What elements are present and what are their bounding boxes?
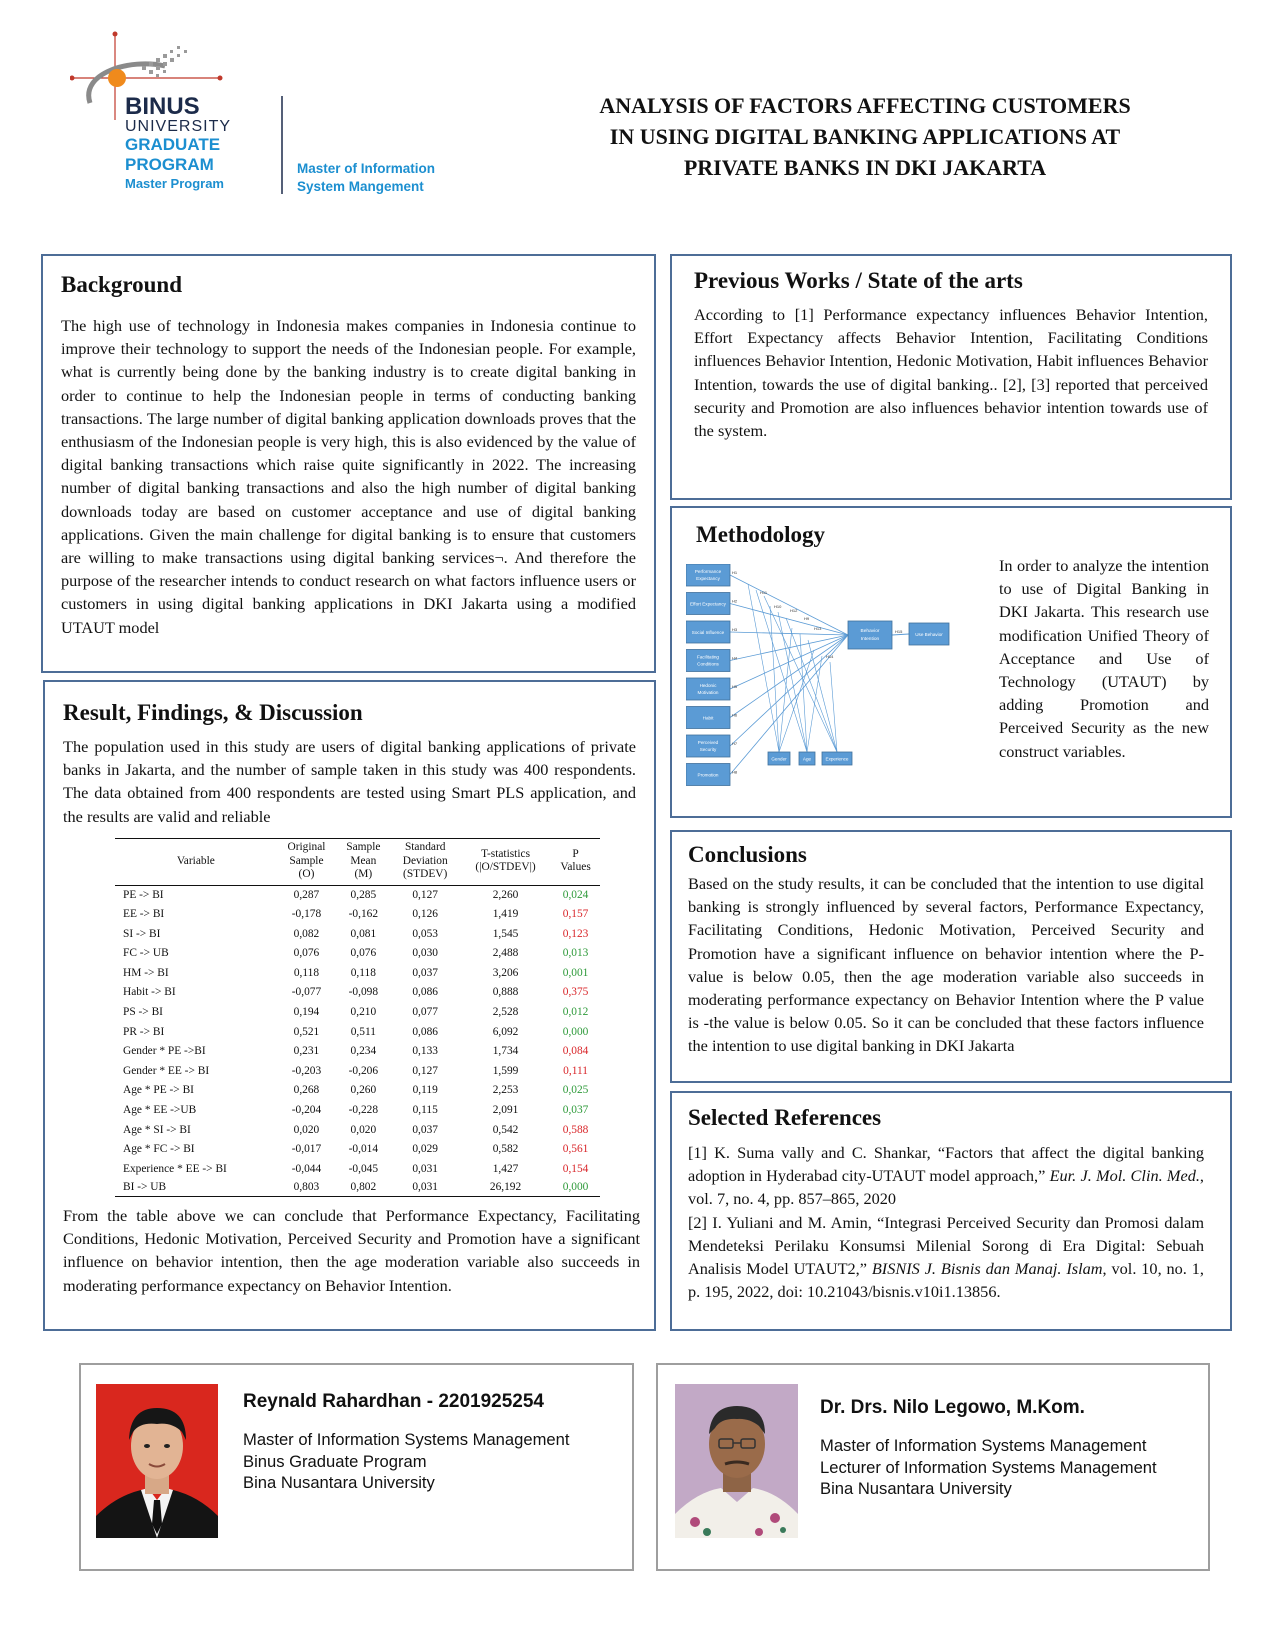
hypothesis-label: H3 [732, 627, 738, 632]
construct-label: Performance [694, 569, 722, 574]
previous-works-panel [670, 254, 1232, 500]
table-cell-o: -0,044 [291, 1162, 322, 1175]
construct-label: Social Influence [691, 630, 725, 635]
table-row [115, 983, 600, 1003]
table-cell-var: PR -> BI [123, 1025, 165, 1038]
table-cell-t: 0,542 [492, 1123, 519, 1136]
author-card-lecturer [656, 1363, 1210, 1571]
table-cell-p: 0,025 [562, 1084, 589, 1097]
table-cell-t: 1,419 [492, 908, 519, 921]
references-heading: Selected References [688, 1105, 882, 1130]
construct-label: Effort Expectancy [690, 601, 726, 607]
hypothesis-label: H5 [732, 684, 738, 689]
table-header-text: (M) [354, 868, 373, 880]
table-cell-o: 0,118 [293, 966, 320, 979]
references-panel [670, 1091, 1232, 1331]
table-cell-p: 0,561 [562, 1143, 589, 1156]
table-header-text: Sample [346, 841, 381, 853]
table-header-text: (O) [298, 868, 315, 880]
hypothesis-label: H13 [814, 626, 822, 631]
methodology-text: In order to analyze the intention to use of Digital Banking in DKI Jakarta. This research use modification Unified Theory of Acceptance and Use of Technology (UTAUT) by adding Promotion and Perceived Security as the new construct variables. [999, 556, 1209, 761]
table-cell-var: Gender * EE -> BI [123, 1064, 210, 1077]
table-cell-sd: 0,086 [412, 986, 438, 999]
hypothesis-label: H15 [895, 629, 903, 634]
table-cell-m: -0,228 [348, 1104, 379, 1117]
table-header-cell [277, 839, 337, 886]
hypothesis-label: H9 [804, 616, 810, 621]
moderator-label: Age [802, 756, 812, 762]
table-row [115, 905, 600, 925]
table-cell-t: 2,260 [492, 888, 519, 901]
author-card-student [79, 1363, 634, 1571]
moderator-line [748, 584, 779, 752]
table-cell-p: 0,000 [562, 1025, 589, 1038]
table-cell-t: 6,092 [492, 1025, 519, 1038]
logo-binus-text: BINUS [125, 93, 200, 120]
table-header-text: Standard [404, 841, 446, 853]
table-cell-t: 0,582 [492, 1143, 519, 1156]
table-cell-m: -0,045 [348, 1162, 379, 1175]
table-header-text: T-statistics [481, 847, 531, 860]
table-cell-o: -0,017 [291, 1143, 322, 1156]
construct-label: Habit [702, 715, 714, 721]
table-cell-var: FC -> UB [123, 947, 169, 960]
reference-2 [688, 1211, 1204, 1304]
table-header-text: (STDEV) [403, 868, 448, 880]
results-intro-text: The population used in this study are users of digital banking applications of private banks in Jakarta, and the number of sample taken in this study was 400 respondents. The data obtained from 400 respondents are tested using Smart PLS application, and the results are valid and reliable [63, 737, 636, 826]
results-conclusion-text: From the table above we can conclude that Performance Expectancy, Facilitating Conditions, Hedonic Motivation, Perceived Security and Promotion have a significant influence on behavior intention, then the age moderation variable also succeeds in moderating performance expectancy on Behavior Intention. [63, 1206, 640, 1295]
methodology-panel [670, 506, 1232, 818]
table-cell-sd: 0,053 [412, 927, 438, 940]
hypothesis-label: H7 [732, 741, 738, 746]
table-row [115, 1023, 600, 1043]
hypothesis-label: H4 [732, 655, 738, 661]
table-cell-o: -0,203 [291, 1064, 322, 1077]
table-cell-m: 0,260 [350, 1084, 377, 1097]
table-cell-o: 0,020 [293, 1123, 320, 1136]
table-cell-o: -0,077 [291, 986, 322, 999]
conclusions-text: Based on the study results, it can be concluded that the intention to use digital banking is strongly influenced by several factors, Performance Expectancy, Facilitating Conditions, Hedonic Motivation, Perceived Security and Promotion have a significant influence on behavior intention where the P-value is below 0.05, then the age moderation variable also succeeds in moderating performance expectancy on Behavior Intention where the P value is -the value is below 0.05. So it can be concluded that these factors influence the intention to use digital banking in DKI Jakarta [688, 874, 1204, 1056]
table-cell-sd: 0,086 [412, 1025, 438, 1038]
table-header-cell [460, 839, 551, 886]
results-panel [43, 680, 656, 1331]
table-cell-m: 0,076 [350, 947, 377, 960]
table-cell-p: 0,024 [562, 888, 589, 901]
table-cell-m: 0,234 [350, 1045, 377, 1058]
author-info-student [243, 1391, 569, 1494]
reference-2-journal: BISNIS J. Bisnis dan Manaj. Islam [871, 1259, 1103, 1279]
research-model-diagram [686, 564, 971, 814]
table-cell-var: Age * SI -> BI [123, 1123, 191, 1136]
table-cell-p: 0,123 [562, 927, 589, 940]
logo-master-program-text: Master Program [125, 176, 224, 191]
author-affiliation-line2: Binus Graduate Program [243, 1451, 427, 1471]
table-cell-o: 0,268 [293, 1084, 320, 1097]
moderator-line [786, 618, 837, 752]
table-row [115, 1081, 600, 1101]
author-affiliation-line1: Master of Information Systems Management [820, 1436, 1147, 1455]
table-cell-sd: 0,077 [412, 1006, 438, 1019]
background-text: The high use of technology in Indonesia makes companies in Indonesia continue to improve their technology to support the needs of the Indonesian people. For example, what is currently being done by the banking industry is to create digital banking in order to continue to help the Indonesian people in terms of conducting banking transactions. The large number of digital banking application downloads proves that the enthusiasm of the Indonesian people is very high, this is also evidenced by the value of digital banking transactions which raise quite significantly in 2022. The increasing number of digital banking transactions and also the high number of digital banking downloads today are based on customer acceptance and use of digital banking applications. Given the main challenge for digital banking is to ensure that customers are willing to make transactions using digital banking services¬. And therefore the purpose of the researcher intends to conduct research on what factors influence users or customers in using digital banking applications in DKI Jakarta using a modified UTAUT model [61, 316, 636, 637]
table-cell-p: 0,111 [563, 1064, 588, 1077]
reference-1 [688, 1141, 1204, 1211]
program-name-line2: System Mangement [297, 179, 424, 194]
behavior-intention-label: Intention [860, 637, 880, 642]
use-behavior-label: Use Behavior [915, 632, 943, 637]
table-row [115, 885, 600, 905]
table-cell-p: 0,000 [551, 1179, 600, 1197]
construct-label: Conditions [697, 661, 719, 667]
table-header-cell [390, 839, 459, 886]
table-cell-o: 0,194 [293, 1006, 320, 1019]
table-cell-sd: 0,119 [412, 1084, 438, 1097]
path-arrow [730, 635, 848, 746]
table-body [115, 885, 600, 1197]
construct-label: Facilitating [697, 654, 719, 660]
table-cell-o: 0,076 [293, 947, 320, 960]
hypothesis-label: H10 [774, 604, 782, 609]
poster-title: ANALYSIS OF FACTORS AFFECTING CUSTOMERS IN USING DIGITAL BANKING APPLICATIONS AT PRIVATE BANKS IN DKI JAKARTA [599, 93, 1131, 180]
table-cell-var: HM -> BI [123, 966, 169, 979]
table-cell-m: -0,162 [348, 908, 379, 921]
table-row [115, 1062, 600, 1082]
reference-2-text: [2] I. Yuliani and M. Amin, “Integrasi Perceived Security dan Promosi dalam Mendeteksi Perilaku Konsumsi Milenial Sorong di Era Digital: Sebuah Analisis Model UTAUT2,” [688, 1212, 1204, 1279]
table-cell-m: -0,206 [348, 1064, 379, 1077]
author-name-student: Reynald Rahardhan - 2201925254 [243, 1391, 544, 1412]
table-header-text: Original [287, 841, 326, 853]
table-cell-sd: 0,127 [412, 1064, 438, 1077]
table-cell-var: Age * PE -> BI [123, 1084, 194, 1097]
table-cell-t: 1,599 [492, 1064, 519, 1077]
table-header-text: P [572, 847, 579, 860]
table-row [115, 1179, 600, 1197]
logo-graduate-text: GRADUATE [125, 135, 221, 154]
table-cell-t: 1,427 [492, 1162, 519, 1175]
reference-1-journal: Eur. J. Mol. Clin. Med. [1049, 1166, 1200, 1186]
table-header-text: Values [560, 861, 591, 874]
table-cell-t: 0,888 [492, 986, 519, 999]
table-cell-var: Age * EE ->UB [123, 1104, 197, 1117]
table-cell-var: EE -> BI [123, 908, 165, 921]
reference-1-text: [1] K. Suma vally and C. Shankar, “Factors that affect the digital banking adoption in Hyderabad city-UTAUT model approach,” [688, 1143, 1204, 1186]
table-cell-p: 0,001 [562, 966, 589, 979]
hypothesis-label: H2 [732, 598, 738, 604]
table-cell-t: 3,206 [492, 966, 519, 979]
table-cell-o: 0,231 [293, 1045, 320, 1058]
table-cell-sd: 0,030 [412, 947, 438, 960]
table-cell-m: 0,285 [350, 888, 377, 901]
table-header-text: Deviation [402, 854, 448, 867]
table-cell-m: 0,118 [350, 966, 376, 979]
table-cell-var: Age * FC -> BI [123, 1143, 195, 1156]
construct-label: Security [699, 747, 717, 752]
table-cell-o: -0,178 [291, 908, 322, 921]
table-cell-p: 0,037 [562, 1104, 589, 1117]
table-cell-p: 0,154 [562, 1162, 589, 1175]
table-cell-p: 0,013 [562, 947, 589, 960]
table-cell-var: SI -> BI [123, 927, 161, 940]
construct-label: Hedonic [699, 683, 717, 688]
behavior-intention-box [848, 621, 892, 649]
table-cell-p: 0,375 [562, 986, 589, 999]
background-heading: Background [61, 272, 183, 297]
table-header-text: Mean [350, 854, 377, 867]
author-affiliation-line3: Bina Nusantara University [820, 1479, 1012, 1499]
table-cell-var: Habit -> BI [123, 986, 176, 999]
table-cell-var: PE -> BI [123, 888, 164, 901]
table-cell-m: -0,014 [348, 1143, 379, 1156]
table-header-cell [115, 839, 277, 886]
table-cell-m: 0,802 [336, 1179, 390, 1197]
table-row [115, 1121, 600, 1141]
table-cell-var: PS -> BI [123, 1006, 163, 1019]
construct-label: Perceived [697, 740, 719, 745]
author-photo-lecturer [675, 1384, 798, 1538]
table-header-text: Variable [176, 854, 215, 867]
hypothesis-label: H14 [826, 654, 834, 659]
table-cell-sd: 0,126 [412, 908, 438, 921]
hypothesis-label: H1 [732, 570, 738, 575]
table-cell-sd: 0,115 [412, 1104, 438, 1117]
table-cell-m: 0,210 [350, 1006, 377, 1019]
bi-to-ub-arrow [892, 634, 909, 635]
table-cell-var: BI -> UB [115, 1179, 277, 1197]
hypothesis-label: H12 [790, 608, 798, 613]
table-row [115, 1160, 600, 1180]
author-affiliation-line2: Lecturer of Information Systems Management [820, 1457, 1157, 1477]
table-header-text: Sample [289, 854, 324, 867]
construct-label: Expectancy [696, 576, 720, 581]
construct-box [686, 735, 730, 757]
table-cell-t: 2,253 [492, 1084, 519, 1097]
reference-2-details: , vol. 10, no. 1, p. 195, 2022, doi: 10.21043/bisnis.v10i1.13856. [688, 1259, 1204, 1302]
table-cell-sd: 0,029 [412, 1143, 438, 1156]
logo-university-text: UNIVERSITY [125, 118, 232, 135]
table-cell-sd: 0,127 [412, 888, 438, 901]
table-cell-var: Experience * EE -> BI [123, 1162, 227, 1175]
table-header-cell [336, 839, 390, 886]
moderator-line [770, 606, 779, 752]
table-cell-sd: 0,031 [390, 1179, 459, 1197]
table-cell-o: 0,287 [293, 888, 320, 901]
path-arrow [730, 604, 848, 636]
table-cell-o: 0,082 [293, 927, 320, 940]
construct-box [686, 650, 730, 672]
table-cell-o: 0,803 [277, 1179, 337, 1197]
background-panel [41, 254, 656, 673]
table-cell-p: 0,012 [562, 1006, 589, 1019]
author-photo-student [96, 1384, 218, 1538]
author-affiliation-line3: Bina Nusantara University [243, 1473, 435, 1493]
table-row [115, 944, 600, 964]
table-cell-m: 0,081 [350, 927, 377, 940]
methodology-heading: Methodology [696, 522, 826, 547]
table-cell-t: 26,192 [460, 1179, 551, 1197]
table-row [115, 964, 600, 984]
construct-box [686, 564, 730, 586]
table-cell-m: 0,020 [350, 1123, 377, 1136]
author-affiliation-line1: Master of Information Systems Management [243, 1430, 570, 1449]
table-cell-p: 0,084 [562, 1045, 589, 1058]
table-cell-o: -0,204 [291, 1104, 322, 1117]
construct-label: Promotion [697, 772, 719, 778]
reference-1-details: , vol. 7, no. 4, pp. 857–865, 2020 [688, 1166, 1204, 1209]
previous-works-heading: Previous Works / State of the arts [694, 268, 1023, 293]
moderator-label: Gender [771, 756, 787, 762]
hypothesis-label: H8 [732, 769, 738, 775]
hypothesis-label: H11 [760, 590, 768, 595]
table-row [115, 1042, 600, 1062]
conclusions-heading: Conclusions [688, 842, 807, 867]
table-cell-sd: 0,031 [412, 1162, 438, 1175]
table-header-row [115, 839, 600, 886]
hypothesis-label: H6 [732, 712, 738, 718]
table-row [115, 925, 600, 945]
construct-label: Motivation [697, 690, 719, 695]
table-row [115, 1101, 600, 1121]
path-coefficients-table [115, 838, 600, 1197]
table-cell-p: 0,157 [562, 908, 589, 921]
table-cell-sd: 0,037 [412, 966, 438, 979]
table-header-cell [551, 839, 600, 886]
table-header-text: (|O/STDEV|) [475, 861, 536, 874]
table-cell-p: 0,588 [562, 1123, 589, 1136]
path-arrow [730, 632, 848, 635]
moderator-label: Experience [825, 756, 849, 762]
conclusions-panel [670, 830, 1232, 1083]
table-cell-m: -0,098 [348, 986, 379, 999]
table-cell-sd: 0,037 [412, 1123, 438, 1136]
table-cell-sd: 0,133 [412, 1045, 438, 1058]
construct-box [686, 678, 730, 700]
program-name-line1: Master of Information [297, 161, 436, 176]
previous-works-text: According to [1] Performance expectancy influences Behavior Intention, Effort Expectancy affects Behavior Intention, Facilitating Conditions influences Behavior Intention, Hedonic Motivation, Habit influences Behavior Intention, towards the use of digital banking.. [2], [3] reported that perceived security and Promotion are also influences behavior intention towards use of the system. [694, 305, 1208, 441]
table-cell-m: 0,511 [350, 1025, 376, 1038]
table-row [115, 1003, 600, 1023]
table-cell-var: Gender * PE ->BI [123, 1045, 206, 1058]
binus-logo [70, 28, 500, 208]
table-row [115, 1140, 600, 1160]
table-cell-t: 2,488 [492, 947, 519, 960]
table-cell-t: 1,545 [492, 927, 519, 940]
table-cell-t: 2,528 [492, 1006, 519, 1019]
table-cell-t: 1,734 [492, 1045, 519, 1058]
behavior-intention-label: Behavior [860, 629, 880, 634]
binus-logo-graphic [70, 28, 500, 208]
logo-program-text: PROGRAM [125, 155, 214, 174]
research-model-svg [686, 564, 971, 814]
author-info-lecturer [820, 1397, 1157, 1500]
table-cell-o: 0,521 [293, 1025, 320, 1038]
author-name-lecturer: Dr. Drs. Nilo Legowo, M.Kom. [820, 1397, 1085, 1418]
table-cell-t: 2,091 [492, 1104, 519, 1117]
results-heading: Result, Findings, & Discussion [63, 700, 363, 725]
